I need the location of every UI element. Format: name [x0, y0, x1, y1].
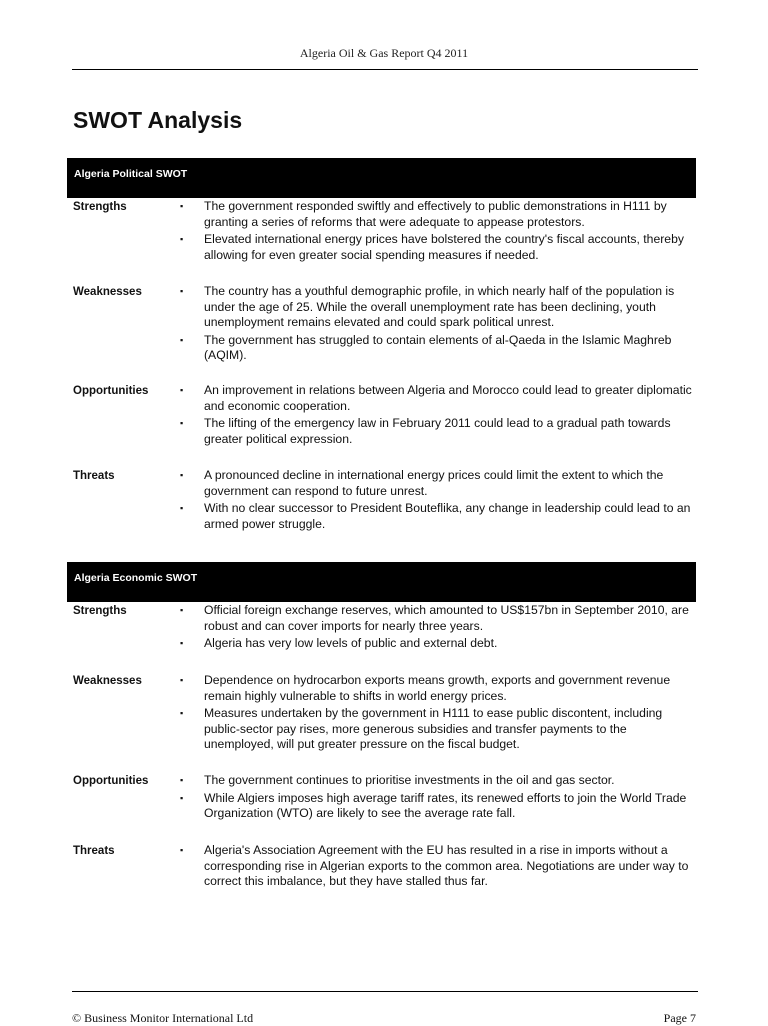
list-item: ▪ The government continues to prioritise investments in the oil and gas sector. — [180, 773, 615, 787]
list-item: ▪ A pronounced decline in international energy prices could limit the extent to which the government can respond to future unrest. — [180, 468, 664, 498]
economic-weaknesses-label: Weaknesses — [73, 675, 142, 687]
bullet-icon: ▪ — [180, 470, 184, 480]
economic-threats-label: Threats — [73, 845, 115, 857]
list-item: ▪ The government responded swiftly and effectively to public demonstrations in H111 by granting a series of reforms that were adequate to appease protestors. — [180, 199, 667, 229]
running-header: Algeria Oil & Gas Report Q4 2011 — [299, 46, 469, 60]
political-swot-heading-bar — [67, 158, 696, 197]
economic-swot-divider — [67, 601, 696, 602]
political-swot-divider — [67, 197, 696, 198]
political-swot-heading: Algeria Political SWOT — [74, 168, 188, 180]
political-threats-label: Threats — [73, 470, 115, 482]
political-weaknesses-label: Weaknesses — [73, 286, 142, 298]
political-opportunities-label: Opportunities — [73, 385, 149, 397]
copyright-notice: © Business Monitor International Ltd — [72, 1011, 254, 1025]
list-item: ▪ The country has a youthful demographic profile, in which nearly half of the population is under the age of 25. While the overall unemployment rate has been declining, youth unemployment remains elevated and could spark political unrest. — [180, 284, 675, 329]
list-item: ▪ Dependence on hydrocarbon exports means growth, exports and government revenue remain highly vulnerable to shifts in world energy prices. — [180, 673, 671, 703]
list-item: ▪ With no clear successor to President Bouteflika, any change in leadership could lead to an armed power struggle. — [180, 501, 691, 531]
political-weaknesses-list — [180, 284, 695, 366]
bullet-icon: ▪ — [180, 605, 184, 615]
economic-weaknesses-list — [180, 673, 695, 755]
economic-opportunities-label: Opportunities — [73, 775, 149, 787]
bullet-icon: ▪ — [180, 675, 184, 685]
bullet-icon: ▪ — [180, 845, 184, 855]
political-opportunities-list — [180, 383, 695, 449]
page-title: SWOT Analysis — [73, 107, 243, 133]
bullet-icon: ▪ — [180, 201, 184, 211]
political-threats-list — [180, 468, 695, 534]
economic-swot-heading-bar — [67, 562, 696, 601]
economic-strengths-list — [180, 603, 695, 654]
footer-rule — [72, 991, 698, 992]
bullet-icon: ▪ — [180, 334, 184, 345]
list-item: ▪ While Algiers imposes high average tariff rates, its renewed efforts to join the World Trade Organization (WTO) are likely to see the average rate fall. — [180, 790, 687, 820]
list-item: ▪ Official foreign exchange reserves, which amounted to US$157bn in September 2010, are robust and can cover imports for nearly three years. — [180, 603, 689, 633]
header-rule — [72, 69, 698, 70]
list-item: ▪ The government has struggled to contain elements of al-Qaeda in the Islamic Maghreb (AQIM). — [180, 332, 672, 362]
economic-threats-list — [180, 843, 695, 892]
bullet-icon: ▪ — [180, 503, 184, 513]
political-strengths-label: Strengths — [73, 201, 127, 213]
bullet-icon: ▪ — [180, 792, 184, 803]
list-item: ▪ Elevated international energy prices have bolstered the country's fiscal accounts, thereby allowing for even greater social spending measures if needed. — [180, 232, 684, 262]
bullet-icon: ▪ — [180, 418, 184, 428]
economic-strengths-label: Strengths — [73, 605, 127, 617]
economic-opportunities-list — [180, 773, 695, 824]
list-item: ▪ The lifting of the emergency law in February 2011 could lead to a gradual path towards greater political expression. — [180, 416, 671, 446]
economic-swot-heading: Algeria Economic SWOT — [74, 572, 198, 584]
list-item: ▪ Measures undertaken by the government in H111 to ease public discontent, including public-sector pay rises, more generous subsidies and transfer payments to the unemployed, will put greater pressure on the fiscal budget. — [180, 706, 663, 751]
bullet-icon: ▪ — [180, 234, 184, 244]
list-item: ▪ Algeria's Association Agreement with the EU has resulted in a rise in imports without a corresponding rise in Algerian exports to the common area. Negotiations are under way to correct this imbalance, but they have stalled thus far. — [180, 843, 689, 888]
bullet-icon: ▪ — [180, 775, 184, 785]
bullet-icon: ▪ — [180, 708, 184, 718]
political-strengths-list — [180, 199, 695, 265]
bullet-icon: ▪ — [180, 638, 184, 648]
bullet-icon: ▪ — [180, 385, 184, 395]
bullet-icon: ▪ — [180, 286, 184, 296]
list-item: ▪ An improvement in relations between Algeria and Morocco could lead to greater diplomatic and economic cooperation. — [180, 383, 692, 413]
list-item: ▪ Algeria has very low levels of public and external debt. — [180, 636, 498, 650]
page-number: Page 7 — [663, 1011, 696, 1025]
